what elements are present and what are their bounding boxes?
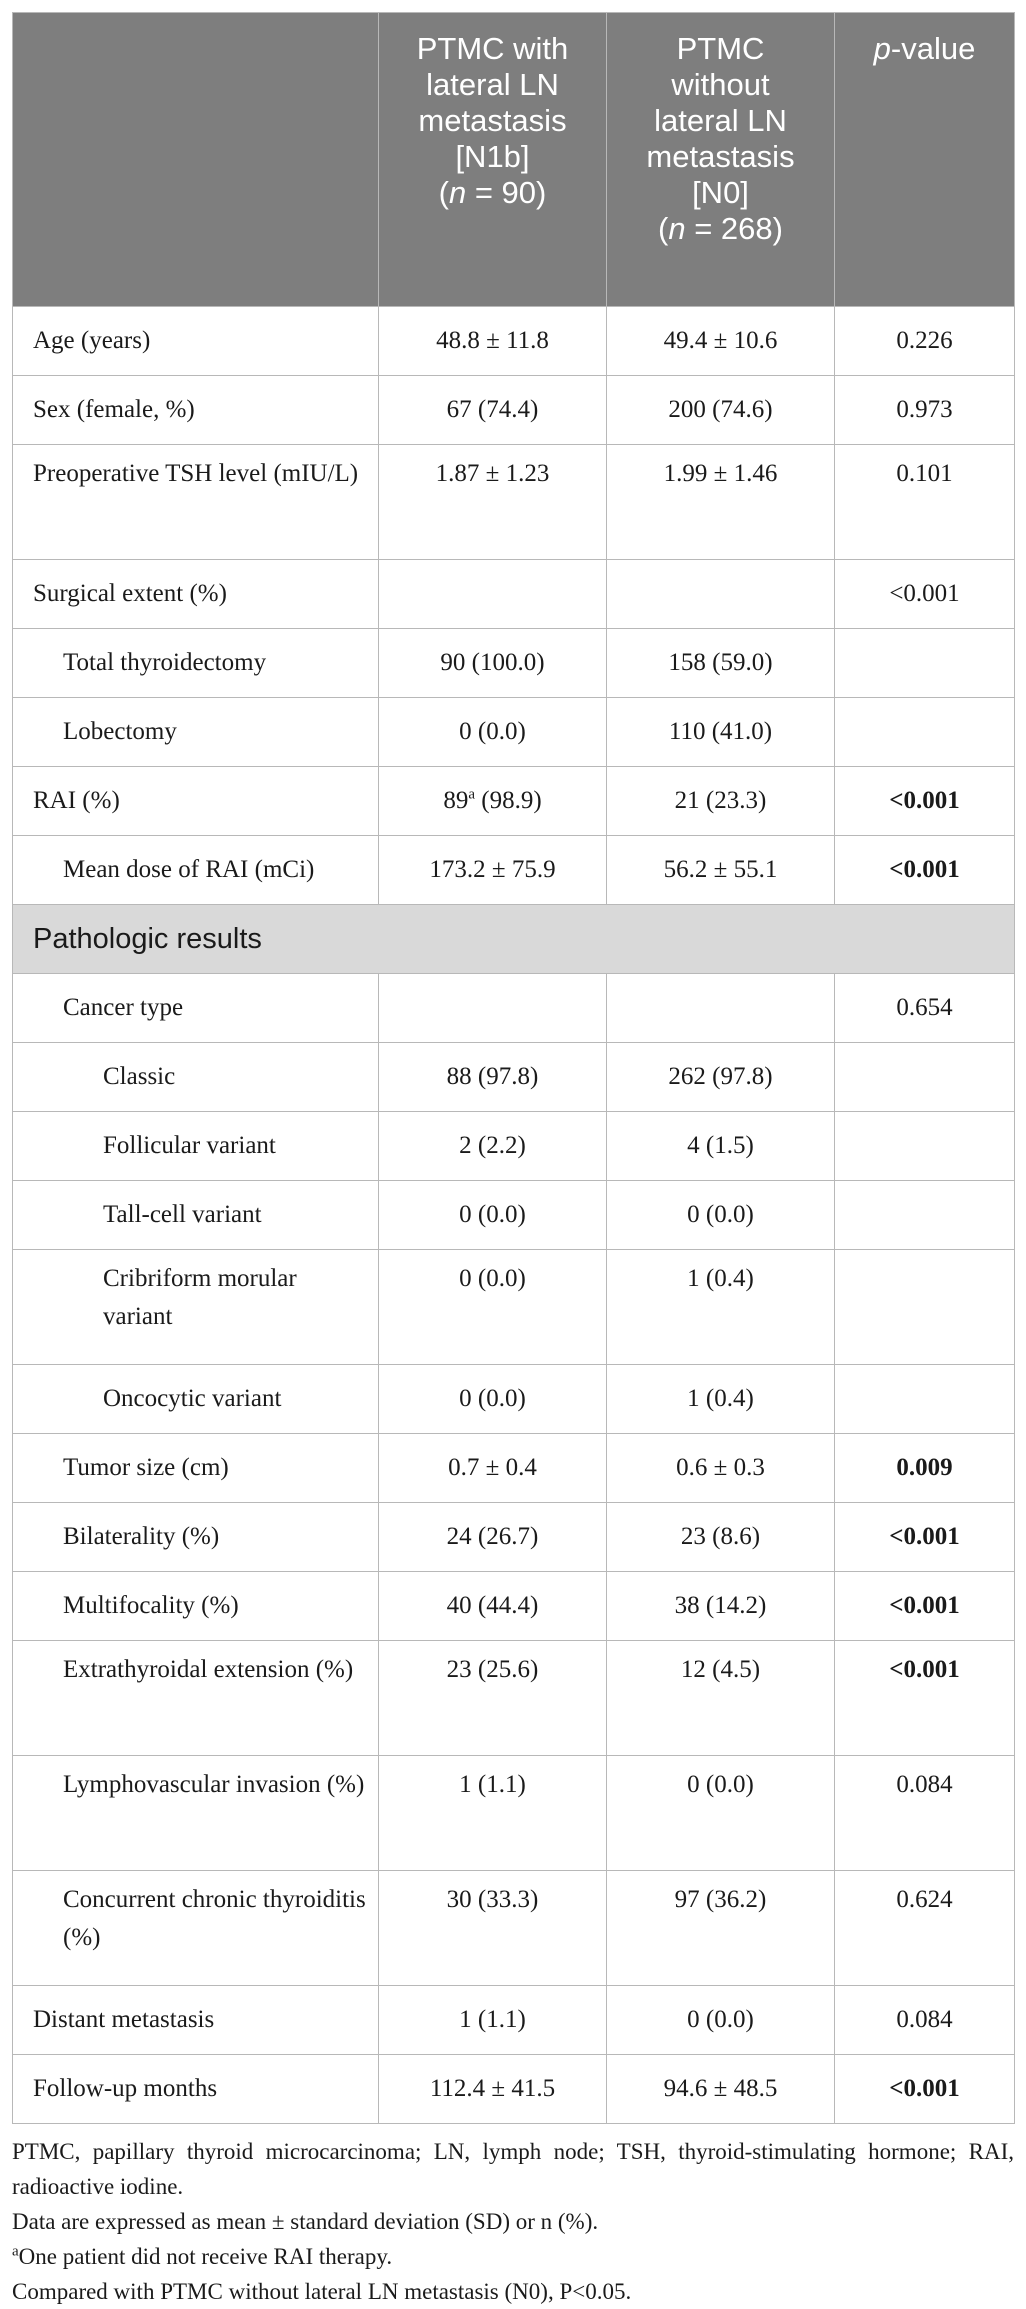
cell-n0: 1.99 ± 1.46 [607, 445, 835, 560]
table-row [13, 1043, 1015, 1112]
cell-n0 [607, 560, 835, 629]
header-n0-count: (n = 268) [658, 211, 783, 246]
cell-n1b: 90 (100.0) [379, 629, 607, 698]
cell-n1b: 48.8 ± 11.8 [379, 307, 607, 376]
table-row [13, 1434, 1015, 1503]
row-label: Multifocality (%) [13, 1572, 379, 1641]
cell-p: <0.001 [835, 1641, 1015, 1756]
table-row [13, 1572, 1015, 1641]
table-row [13, 1871, 1015, 1986]
cell-n0: 56.2 ± 55.1 [607, 836, 835, 905]
row-label: Cancer type [13, 974, 379, 1043]
cell-n0: 262 (97.8) [607, 1043, 835, 1112]
cell-n1b: 1.87 ± 1.23 [379, 445, 607, 560]
cell-n0: 0 (0.0) [607, 1181, 835, 1250]
table-row [13, 767, 1015, 836]
cell-n1b: 0 (0.0) [379, 1250, 607, 1365]
cell-p: 0.009 [835, 1434, 1015, 1503]
row-label: Follow-up months [13, 2055, 379, 2124]
table-row [13, 1112, 1015, 1181]
cell-n0: 0 (0.0) [607, 1986, 835, 2055]
table-row [13, 974, 1015, 1043]
cell-n1b: 88 (97.8) [379, 1043, 607, 1112]
row-label: Age (years) [13, 307, 379, 376]
row-label: Tumor size (cm) [13, 1434, 379, 1503]
cell-n1b: 0 (0.0) [379, 1181, 607, 1250]
header-n1b: PTMC with lateral LN metastasis [N1b] (n = 90) [379, 13, 607, 307]
header-n1b-count: (n = 90) [438, 175, 547, 210]
row-label: Sex (female, %) [13, 376, 379, 445]
cell-n0: 0 (0.0) [607, 1756, 835, 1871]
cell-p [835, 1365, 1015, 1434]
cell-n1b: 0 (0.0) [379, 698, 607, 767]
row-label: Lobectomy [13, 698, 379, 767]
cell-p [835, 1181, 1015, 1250]
footnote-a: $^a$One patient did not receive RAI therapy. [12, 2243, 393, 2269]
cell-n0: 0.6 ± 0.3 [607, 1434, 835, 1503]
cell-p [835, 629, 1015, 698]
cell-n1b: 24 (26.7) [379, 1503, 607, 1572]
cell-p: 0.226 [835, 307, 1015, 376]
cell-n1b: 67 (74.4) [379, 376, 607, 445]
table-row [13, 1181, 1015, 1250]
cell-n1b [379, 560, 607, 629]
table-row [13, 1365, 1015, 1434]
cell-n0: 1 (0.4) [607, 1365, 835, 1434]
table-row [13, 2055, 1015, 2124]
cell-n1b: 173.2 ± 75.9 [379, 836, 607, 905]
cell-p: 0.101 [835, 445, 1015, 560]
row-label: Lymphovascular invasion (%) [13, 1756, 379, 1871]
row-label: Classic [13, 1043, 379, 1112]
row-label: Follicular variant [13, 1112, 379, 1181]
table-row [13, 1641, 1015, 1756]
cell-n0: 12 (4.5) [607, 1641, 835, 1756]
cell-n0: 38 (14.2) [607, 1572, 835, 1641]
section-row [13, 905, 1015, 974]
cell-p: 0.654 [835, 974, 1015, 1043]
cell-n0: 1 (0.4) [607, 1250, 835, 1365]
table-row [13, 445, 1015, 560]
row-label: Tall-cell variant [13, 1181, 379, 1250]
cell-n0 [607, 974, 835, 1043]
table-row [13, 698, 1015, 767]
table-row [13, 629, 1015, 698]
cell-n0: 94.6 ± 48.5 [607, 2055, 835, 2124]
cell-p: <0.001 [835, 560, 1015, 629]
table-row [13, 1503, 1015, 1572]
cell-p: <0.001 [835, 836, 1015, 905]
row-label: RAI (%) [13, 767, 379, 836]
cell-p: <0.001 [835, 767, 1015, 836]
cell-n1b: 1 (1.1) [379, 1756, 607, 1871]
cell-n1b: 23 (25.6) [379, 1641, 607, 1756]
cell-p [835, 1043, 1015, 1112]
cell-n1b: 1 (1.1) [379, 1986, 607, 2055]
comparison-note: Compared with PTMC without lateral LN metastasis (N0), P<0.05. [12, 2279, 632, 2304]
cell-p: 0.084 [835, 1756, 1015, 1871]
table-row [13, 1250, 1015, 1365]
cell-n1b: 112.4 ± 41.5 [379, 2055, 607, 2124]
cell-p [835, 1112, 1015, 1181]
footnote-marker: a [468, 786, 475, 803]
table-row [13, 307, 1015, 376]
row-label: Cribriform morular variant [13, 1250, 379, 1365]
cell-n0: 110 (41.0) [607, 698, 835, 767]
cell-n1b: 30 (33.3) [379, 1871, 607, 1986]
row-label: Surgical extent (%) [13, 560, 379, 629]
cell-n1b: 2 (2.2) [379, 1112, 607, 1181]
cell-n0: 4 (1.5) [607, 1112, 835, 1181]
results-table [12, 12, 1015, 2124]
cell-n0: 49.4 ± 10.6 [607, 307, 835, 376]
table-header [13, 13, 1015, 307]
cell-n0: 97 (36.2) [607, 1871, 835, 1986]
table-row [13, 1756, 1015, 1871]
table-row [13, 376, 1015, 445]
cell-p: <0.001 [835, 2055, 1015, 2124]
cell-p [835, 698, 1015, 767]
header-blank-cell [13, 13, 379, 307]
footnote-marker: a [12, 2243, 19, 2260]
row-label: Oncocytic variant [13, 1365, 379, 1434]
row-label: Distant metastasis [13, 1986, 379, 2055]
header-p-value: p-value [835, 13, 1015, 307]
cell-p: 0.624 [835, 1871, 1015, 1986]
table-container [12, 12, 1014, 2309]
table-row [13, 1986, 1015, 2055]
header-n0: PTMC without lateral LN metastasis [N0] (n = 268) [607, 13, 835, 307]
cell-n1b [379, 974, 607, 1043]
abbreviations-note: PTMC, papillary thyroid microcarcinoma; LN, lymph node; TSH, thyroid-stimulating hormone; RAI, radioactive iodine. [12, 2139, 1014, 2199]
row-label: Extrathyroidal extension (%) [13, 1641, 379, 1756]
row-label: Mean dose of RAI (mCi) [13, 836, 379, 905]
table-row [13, 836, 1015, 905]
cell-n0: 21 (23.3) [607, 767, 835, 836]
cell-n1b: 89$^a$ (98.9) [379, 767, 607, 836]
row-label: Total thyroidectomy [13, 629, 379, 698]
section-title: Pathologic results [13, 905, 1015, 974]
row-label: Concurrent chronic thyroiditis (%) [13, 1871, 379, 1986]
table-notes [12, 2134, 1014, 2309]
cell-n0: 158 (59.0) [607, 629, 835, 698]
table-row [13, 560, 1015, 629]
cell-n1b: 0 (0.0) [379, 1365, 607, 1434]
cell-n1b: 0.7 ± 0.4 [379, 1434, 607, 1503]
cell-n1b: 40 (44.4) [379, 1572, 607, 1641]
row-label: Bilaterality (%) [13, 1503, 379, 1572]
cell-p: <0.001 [835, 1572, 1015, 1641]
cell-p: 0.084 [835, 1986, 1015, 2055]
cell-p: 0.973 [835, 376, 1015, 445]
row-label: Preoperative TSH level (mIU/L) [13, 445, 379, 560]
cell-p: <0.001 [835, 1503, 1015, 1572]
cell-n0: 200 (74.6) [607, 376, 835, 445]
cell-p [835, 1250, 1015, 1365]
cell-n0: 23 (8.6) [607, 1503, 835, 1572]
data-format-note: Data are expressed as mean ± standard deviation (SD) or n (%). [12, 2209, 599, 2234]
